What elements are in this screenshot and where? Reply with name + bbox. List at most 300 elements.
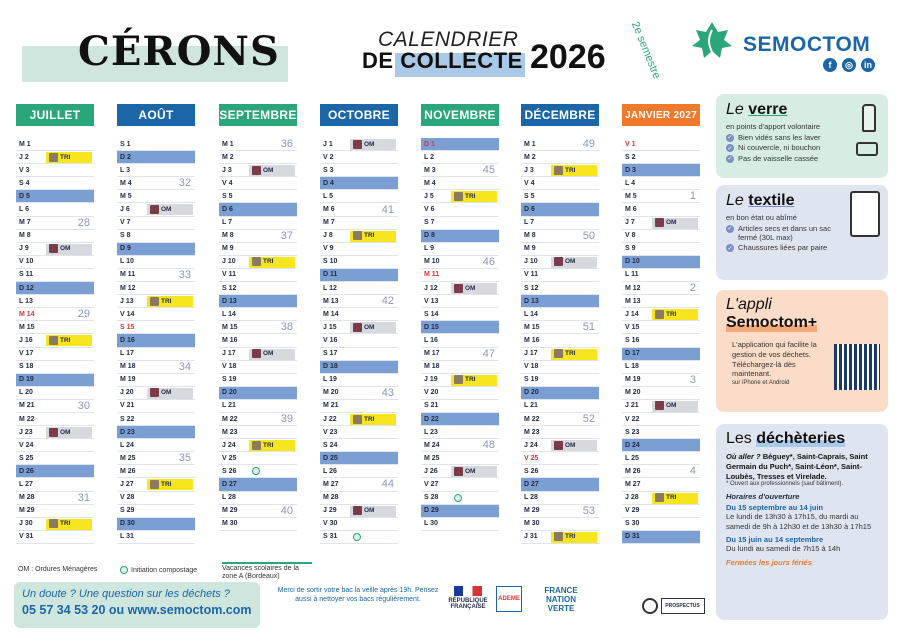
decheteries-title: Les déchèteries <box>726 430 846 447</box>
partner-republique: RÉPUBLIQUE FRANÇAISE <box>446 586 490 610</box>
day-row <box>521 348 599 361</box>
week-number: 1 <box>689 190 696 203</box>
day-row <box>521 308 599 321</box>
day-row <box>421 492 499 505</box>
day-label: L 10 <box>120 258 134 266</box>
day-row <box>16 269 94 282</box>
day-label: V 17 <box>19 350 34 358</box>
day-label: L 5 <box>323 192 333 200</box>
day-row <box>219 439 297 452</box>
day-label: M 25 <box>424 454 440 462</box>
month-column <box>320 104 398 544</box>
day-label: D 29 <box>424 507 439 515</box>
day-label: J 1 <box>323 140 333 148</box>
day-row <box>421 321 499 334</box>
day-row <box>320 413 398 426</box>
check-icon: ✓ <box>727 245 733 252</box>
day-row <box>117 217 195 230</box>
om-collection-badge: OM <box>49 428 70 437</box>
recycle-icon <box>642 598 658 614</box>
textile-item: ✓ Chaussures liées par paire <box>727 243 828 252</box>
day-label: M 22 <box>222 415 238 423</box>
day-label: S 26 <box>524 467 539 475</box>
day-row <box>320 478 398 491</box>
day-row <box>622 387 700 400</box>
appli-panel <box>716 290 888 412</box>
day-label: S 5 <box>222 192 233 200</box>
day-label: V 7 <box>120 219 131 227</box>
day-label: L 16 <box>424 336 438 344</box>
day-row <box>421 518 499 531</box>
day-row <box>117 164 195 177</box>
legend-vacances: Vacances scolaires de la zone A (Bordeaux) <box>222 562 312 582</box>
week-number: 39 <box>280 413 293 426</box>
day-row <box>521 374 599 387</box>
day-row <box>117 505 195 518</box>
week-number: 33 <box>178 268 191 281</box>
day-row <box>219 164 297 177</box>
qr-code[interactable] <box>834 344 880 390</box>
day-label: D 22 <box>424 415 439 423</box>
day-label: S 28 <box>424 494 439 502</box>
week-number: 48 <box>482 439 495 452</box>
tri-collection-badge: TRI <box>554 532 575 541</box>
om-collection-badge: OM <box>353 140 374 149</box>
day-label: V 22 <box>625 415 640 423</box>
day-row <box>219 151 297 164</box>
day-row <box>16 492 94 505</box>
day-row <box>16 282 94 295</box>
day-label: V 29 <box>625 507 640 515</box>
day-row <box>16 452 94 465</box>
day-label: S 25 <box>19 454 34 462</box>
day-label: D 31 <box>625 533 640 541</box>
day-row <box>16 308 94 321</box>
day-label: V 15 <box>625 323 640 331</box>
day-label: J 8 <box>323 232 333 240</box>
day-row <box>320 452 398 465</box>
day-label: J 10 <box>524 258 538 266</box>
day-row <box>521 177 599 190</box>
day-label: M 13 <box>323 297 339 305</box>
day-row <box>521 282 599 295</box>
period1-text: Le lundi de 13h30 à 17h15, du mardi au samedi de 9h à 12h30 et de 13h30 à 17h15 <box>726 512 872 531</box>
day-label: S 1 <box>120 140 131 148</box>
title-line1: CALENDRIER <box>378 28 519 51</box>
month-column <box>521 104 599 544</box>
om-collection-badge: OM <box>353 323 374 332</box>
week-number: 42 <box>381 295 394 308</box>
day-label: M 26 <box>120 467 136 475</box>
legend-om: OM : Ordures Ménagères <box>18 566 98 573</box>
day-row <box>521 243 599 256</box>
day-row <box>117 295 195 308</box>
day-label: D 20 <box>524 389 539 397</box>
day-row <box>219 505 297 518</box>
day-row <box>421 387 499 400</box>
day-row <box>16 295 94 308</box>
day-label: M 9 <box>524 245 536 253</box>
day-label: J 19 <box>424 376 438 384</box>
compost-icon <box>353 533 361 541</box>
day-row <box>421 374 499 387</box>
verre-subtitle: en points d'apport volontaire <box>726 122 820 131</box>
week-number: 36 <box>280 138 293 151</box>
tri-collection-badge: TRI <box>554 166 575 175</box>
day-row <box>521 361 599 374</box>
day-row <box>622 505 700 518</box>
day-label: M 28 <box>323 494 339 502</box>
tri-collection-badge: TRI <box>353 231 374 240</box>
day-row <box>622 374 700 387</box>
day-label: J 17 <box>524 350 538 358</box>
tri-bin-icon <box>655 310 664 319</box>
day-row <box>421 138 499 151</box>
om-bin-icon <box>454 467 463 476</box>
day-row <box>320 400 398 413</box>
om-collection-badge: OM <box>150 388 171 397</box>
day-row <box>421 269 499 282</box>
day-row <box>219 413 297 426</box>
day-row <box>219 230 297 243</box>
day-row <box>421 413 499 426</box>
day-row <box>219 465 297 478</box>
day-label: V 25 <box>222 454 237 462</box>
town-name: CÉRONS <box>78 28 280 75</box>
day-row <box>521 387 599 400</box>
day-label: M 16 <box>524 336 540 344</box>
day-label: J 7 <box>625 219 635 227</box>
day-row <box>622 531 700 544</box>
day-label: S 11 <box>19 271 34 279</box>
tri-bin-icon <box>150 480 159 489</box>
day-row <box>622 282 700 295</box>
month-header: NOVEMBRE <box>421 104 499 126</box>
year: 2026 <box>530 38 606 76</box>
day-row <box>421 439 499 452</box>
day-label: S 17 <box>323 350 338 358</box>
day-row <box>421 426 499 439</box>
day-label: D 25 <box>323 454 338 462</box>
week-number: 40 <box>280 504 293 517</box>
day-row <box>320 492 398 505</box>
partner-ademe: ADEME <box>496 586 524 612</box>
om-collection-badge: OM <box>454 284 475 293</box>
compost-icon <box>252 467 260 475</box>
day-row <box>622 361 700 374</box>
day-label: J 27 <box>120 480 134 488</box>
day-label: S 24 <box>323 441 338 449</box>
om-bin-icon <box>49 244 58 253</box>
day-label: M 22 <box>524 415 540 423</box>
day-label: M 15 <box>222 323 238 331</box>
day-row <box>117 334 195 347</box>
day-row <box>521 478 599 491</box>
day-label: M 22 <box>19 415 35 423</box>
day-label: M 11 <box>120 271 136 279</box>
day-row <box>219 217 297 230</box>
day-row <box>117 413 195 426</box>
day-label: M 23 <box>222 428 238 436</box>
day-row <box>117 203 195 216</box>
contact-question: Un doute ? Une question sur les déchets ? <box>22 588 230 600</box>
day-row <box>622 269 700 282</box>
day-row <box>622 190 700 203</box>
day-label: M 1 <box>524 140 536 148</box>
om-collection-badge: OM <box>353 506 374 515</box>
day-label: M 8 <box>524 232 536 240</box>
day-label: M 20 <box>323 389 339 397</box>
day-row <box>421 452 499 465</box>
day-row <box>521 190 599 203</box>
day-label: D 10 <box>625 258 640 266</box>
om-bin-icon <box>252 349 261 358</box>
contact-box <box>14 582 260 628</box>
tri-collection-badge: TRI <box>150 297 171 306</box>
title-line2: DE COLLECTE <box>362 48 523 73</box>
tri-bin-icon <box>353 231 362 240</box>
day-row <box>622 465 700 478</box>
day-label: S 23 <box>625 428 640 436</box>
day-row <box>16 518 94 531</box>
day-label: L 3 <box>120 166 130 174</box>
decheteries-note: * Ouvert aux professionnels (sauf bâtiment). <box>726 481 844 488</box>
day-label: L 14 <box>222 310 236 318</box>
day-row <box>421 334 499 347</box>
contact-phone-web[interactable]: 05 57 34 53 20 ou www.semoctom.com <box>22 603 252 617</box>
instagram-icon[interactable]: ◎ <box>842 58 856 72</box>
reminder-text: Merci de sortir votre bac la veille après 19h. Pensez aussi à nettoyer vos bacs régulièrement. <box>277 587 439 604</box>
day-row <box>16 151 94 164</box>
textile-title: Le textile <box>726 192 795 209</box>
week-number: 53 <box>582 504 595 517</box>
day-label: M 29 <box>524 507 540 515</box>
day-row <box>117 439 195 452</box>
day-label: D 15 <box>424 323 439 331</box>
period1-title: Du 15 septembre au 14 juin <box>726 503 824 513</box>
day-label: M 4 <box>424 179 436 187</box>
day-label: V 4 <box>524 179 535 187</box>
day-row <box>117 243 195 256</box>
day-label: V 9 <box>323 245 334 253</box>
day-label: S 21 <box>424 402 439 410</box>
day-row <box>16 439 94 452</box>
textile-panel <box>716 185 888 280</box>
day-label: M 6 <box>625 206 637 214</box>
day-label: M 1 <box>222 140 234 148</box>
social-links <box>823 58 875 72</box>
week-number: 46 <box>482 255 495 268</box>
appli-text: L'application qui facilite la gestion de vos déchets. Téléchargez-là dès maintenant. <box>732 340 817 379</box>
day-row <box>219 518 297 531</box>
day-row <box>16 413 94 426</box>
day-label: L 4 <box>625 179 635 187</box>
day-label: M 3 <box>424 166 436 174</box>
day-row <box>521 164 599 177</box>
day-row <box>521 505 599 518</box>
om-bin-icon <box>353 323 362 332</box>
day-label: M 18 <box>424 363 440 371</box>
day-label: M 29 <box>19 507 35 515</box>
day-row <box>219 400 297 413</box>
day-row <box>622 203 700 216</box>
day-row <box>421 348 499 361</box>
day-label: L 28 <box>222 494 236 502</box>
day-row <box>320 203 398 216</box>
day-label: V 13 <box>424 297 439 305</box>
linkedin-icon[interactable]: in <box>861 58 875 72</box>
om-bin-icon <box>454 284 463 293</box>
day-row <box>16 217 94 230</box>
decheteries-locations: Où aller ? Béguey*, Saint-Caprais, Saint Germain du Puch*, Saint-Léon*, Saint-Loubès, Tresses et Virelade. <box>726 452 868 481</box>
day-label: J 14 <box>625 310 639 318</box>
day-row <box>117 531 195 544</box>
week-number: 50 <box>582 229 595 242</box>
week-number: 51 <box>582 321 595 334</box>
day-label: M 13 <box>625 297 641 305</box>
day-label: M 12 <box>120 284 136 292</box>
day-label: V 20 <box>424 389 439 397</box>
day-row <box>521 203 599 216</box>
day-label: V 6 <box>424 206 435 214</box>
day-row <box>622 217 700 230</box>
day-row <box>219 269 297 282</box>
day-label: S 12 <box>222 284 237 292</box>
day-row <box>219 138 297 151</box>
day-row <box>421 308 499 321</box>
decheteries-panel <box>716 424 888 620</box>
day-row <box>622 243 700 256</box>
day-label: S 30 <box>625 520 640 528</box>
month-header: JUILLET <box>16 104 94 126</box>
om-collection-badge: OM <box>252 166 273 175</box>
day-label: L 31 <box>120 533 134 541</box>
day-row <box>622 256 700 269</box>
day-row <box>320 308 398 321</box>
om-bin-icon <box>554 441 563 450</box>
day-label: L 23 <box>424 428 438 436</box>
day-row <box>320 138 398 151</box>
day-row <box>521 439 599 452</box>
om-bin-icon <box>353 506 362 515</box>
facebook-icon[interactable]: f <box>823 58 837 72</box>
tri-bin-icon <box>49 153 58 162</box>
day-label: V 1 <box>625 140 636 148</box>
tri-collection-badge: TRI <box>454 192 475 201</box>
day-row <box>117 465 195 478</box>
day-row <box>16 361 94 374</box>
day-row <box>421 256 499 269</box>
day-label: J 31 <box>524 533 538 541</box>
day-label: J 15 <box>323 323 337 331</box>
month-column <box>16 104 94 544</box>
day-row <box>521 269 599 282</box>
verre-panel <box>716 94 888 178</box>
day-label: J 29 <box>323 507 337 515</box>
day-row <box>219 374 297 387</box>
day-label: M 19 <box>625 376 641 384</box>
day-label: V 11 <box>524 271 539 279</box>
brand-name: SEMOCTOM <box>743 33 871 56</box>
semester-label: 2e semestre <box>628 20 663 81</box>
week-number: 47 <box>482 347 495 360</box>
textile-item: ✓ Articles secs et dans un sac fermé (30L max) <box>727 223 831 242</box>
day-label: M 10 <box>424 258 440 266</box>
day-label: D 13 <box>524 297 539 305</box>
day-label: M 15 <box>524 323 540 331</box>
day-label: D 6 <box>222 206 233 214</box>
tri-collection-badge: TRI <box>353 415 374 424</box>
day-label: D 13 <box>222 297 237 305</box>
om-bin-icon <box>554 257 563 266</box>
day-row <box>622 426 700 439</box>
tri-collection-badge: TRI <box>655 493 676 502</box>
day-row <box>117 177 195 190</box>
day-row <box>320 348 398 361</box>
tri-collection-badge: TRI <box>150 480 171 489</box>
day-row <box>421 400 499 413</box>
month-header: SEPTEMBRE <box>219 104 297 126</box>
week-number: 2 <box>689 282 696 295</box>
week-number: 52 <box>582 413 595 426</box>
day-row <box>16 334 94 347</box>
om-collection-badge: OM <box>252 349 273 358</box>
day-label: J 22 <box>323 415 337 423</box>
month-header: OCTOBRE <box>320 104 398 126</box>
day-label: S 5 <box>524 192 535 200</box>
day-row <box>16 400 94 413</box>
tri-collection-badge: TRI <box>49 519 70 528</box>
month-column <box>219 104 297 531</box>
day-row <box>622 492 700 505</box>
day-row <box>320 177 398 190</box>
day-label: M 30 <box>524 520 540 528</box>
day-label: J 17 <box>222 350 236 358</box>
day-label: S 18 <box>19 363 34 371</box>
day-label: J 30 <box>19 520 33 528</box>
day-label: M 17 <box>424 350 440 358</box>
day-label: L 2 <box>424 153 434 161</box>
day-label: M 21 <box>19 402 35 410</box>
day-row <box>320 269 398 282</box>
day-label: D 8 <box>424 232 435 240</box>
day-row <box>16 230 94 243</box>
day-label: M 1 <box>19 140 31 148</box>
closed-holidays: Fermées les jours fériés <box>726 557 812 567</box>
day-label: L 26 <box>323 467 337 475</box>
week-number: 29 <box>77 308 90 321</box>
day-row <box>219 426 297 439</box>
day-label: V 16 <box>323 336 338 344</box>
tri-collection-badge: TRI <box>252 441 273 450</box>
day-row <box>16 374 94 387</box>
day-label: V 31 <box>19 533 34 541</box>
day-label: S 10 <box>323 258 338 266</box>
week-number: 45 <box>482 164 495 177</box>
day-row <box>622 518 700 531</box>
day-label: L 18 <box>625 363 639 371</box>
day-label: J 24 <box>222 441 236 449</box>
day-row <box>622 138 700 151</box>
tri-bin-icon <box>454 375 463 384</box>
day-label: D 5 <box>19 192 30 200</box>
day-row <box>421 465 499 478</box>
day-label: D 3 <box>625 166 636 174</box>
day-row <box>421 177 499 190</box>
tri-collection-badge: TRI <box>49 336 70 345</box>
compost-icon <box>120 566 128 574</box>
day-label: M 16 <box>222 336 238 344</box>
